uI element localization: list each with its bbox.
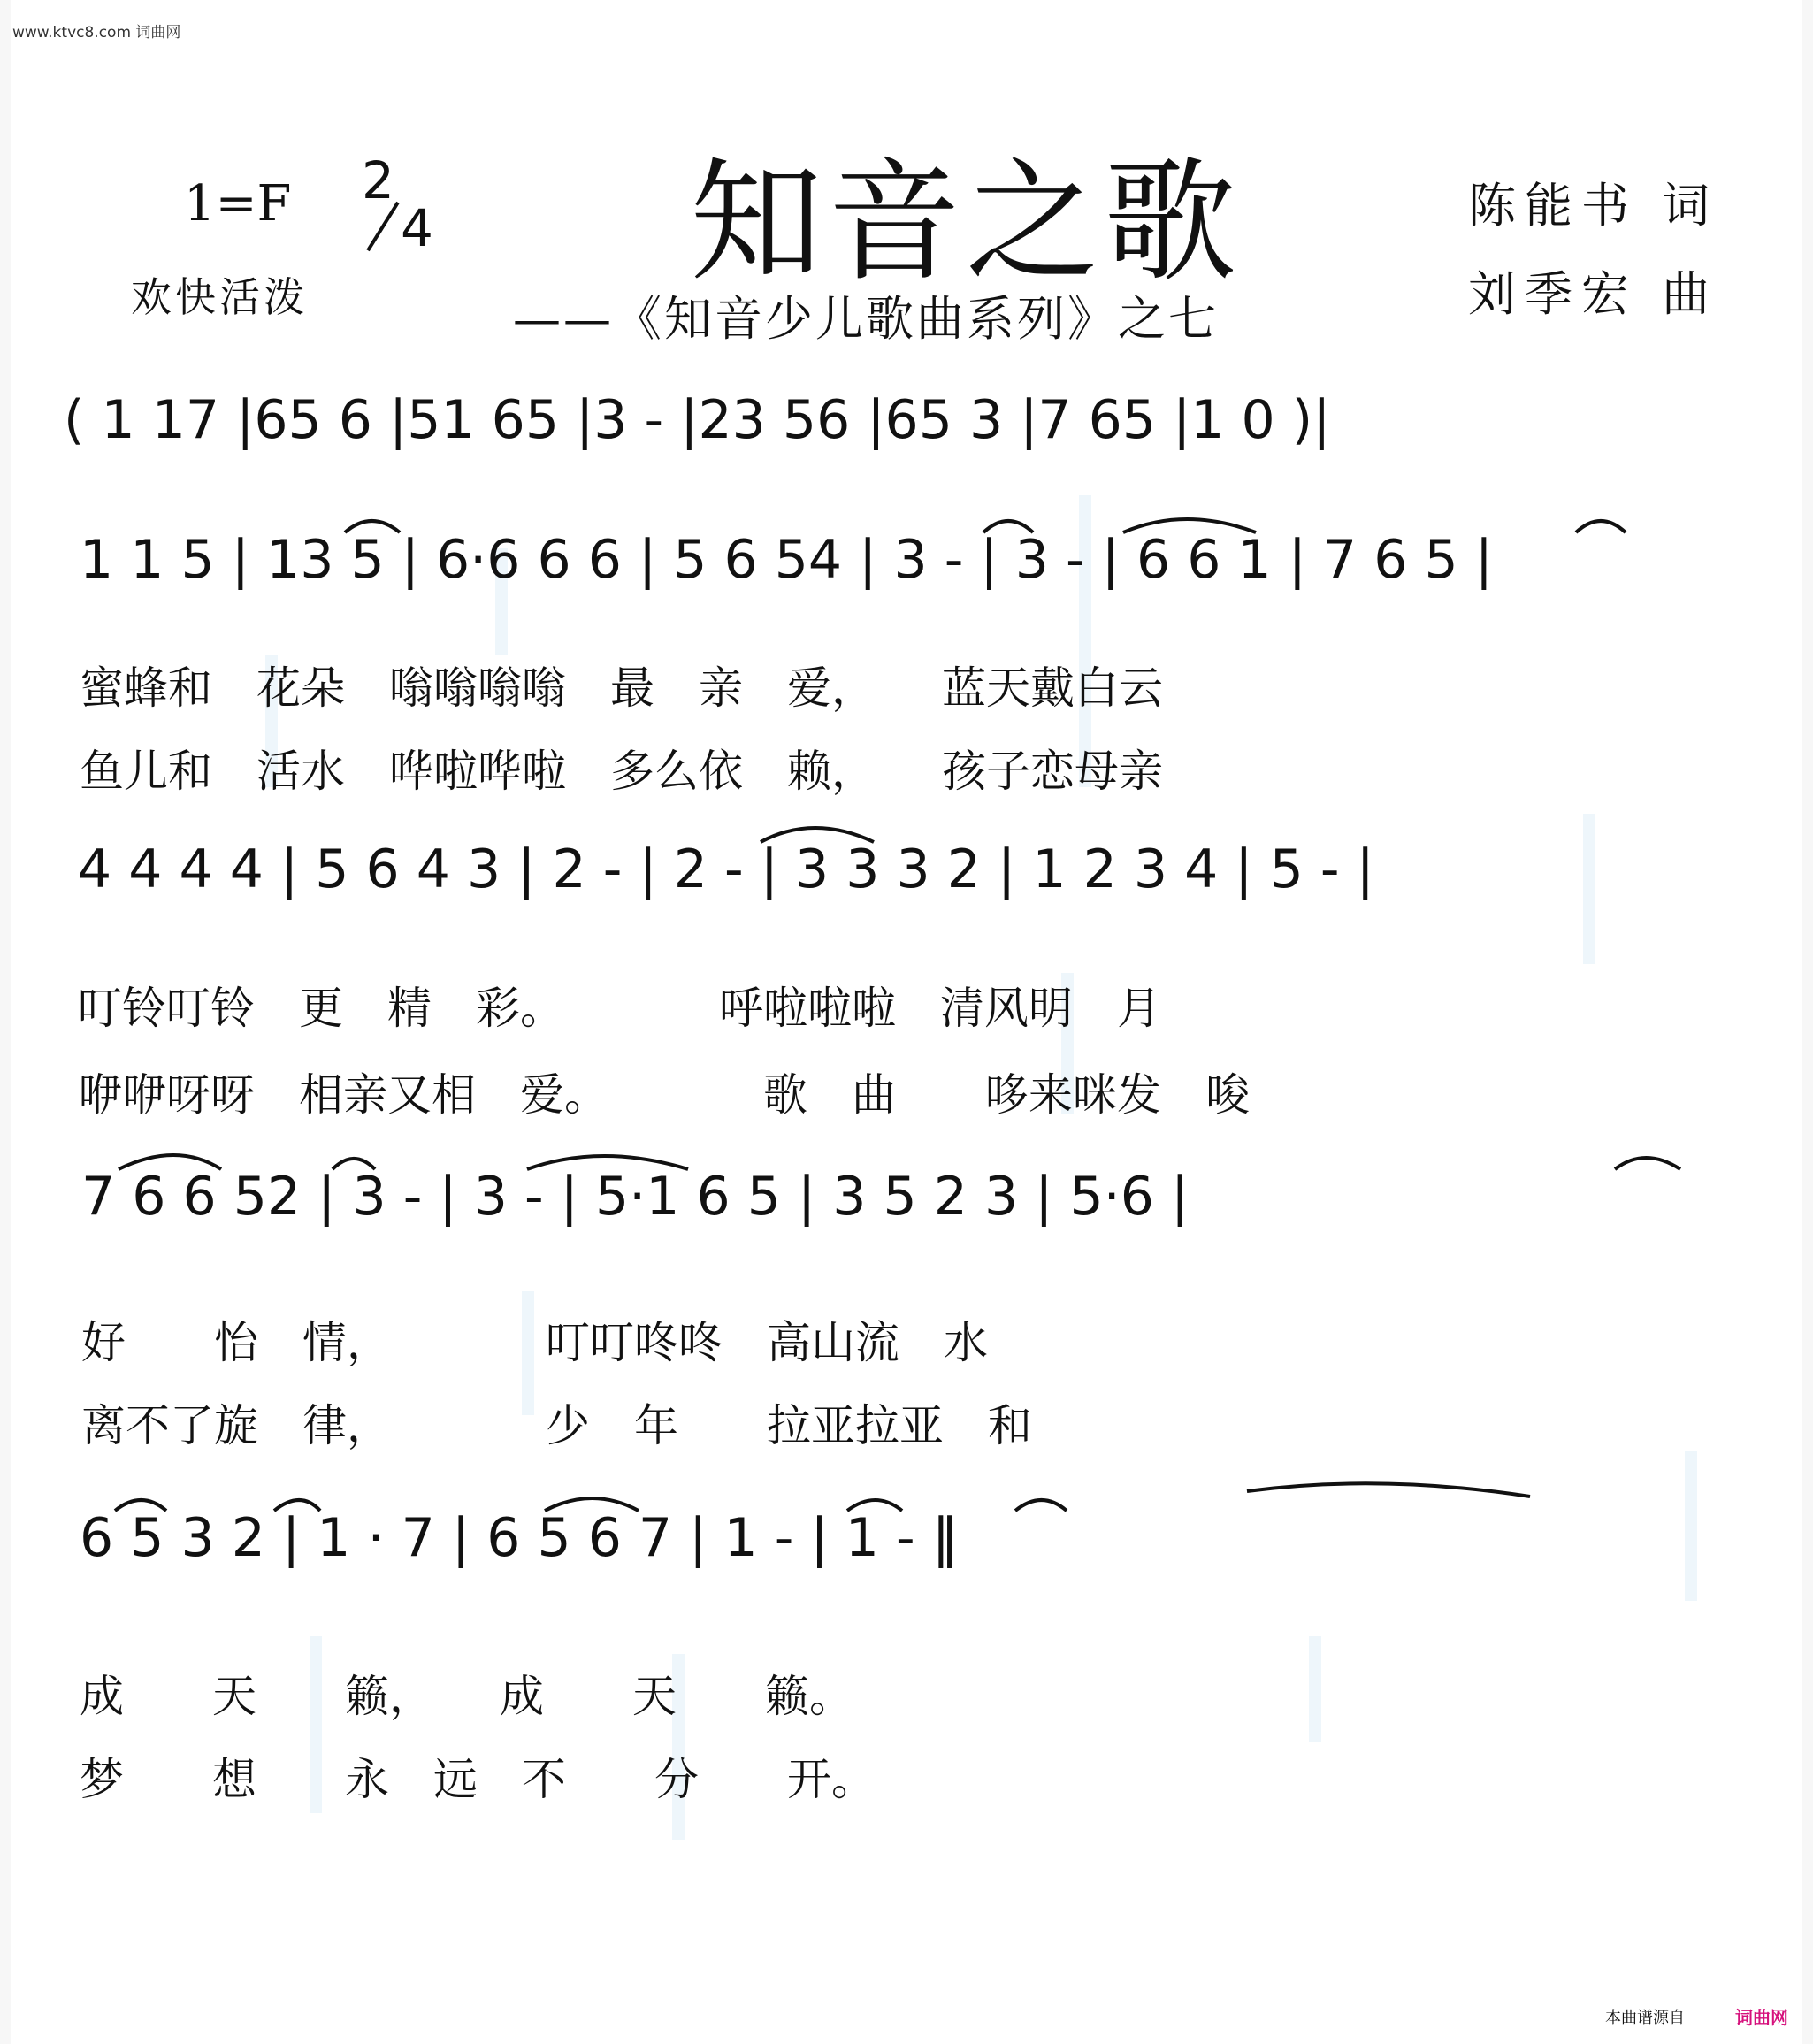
notation-line-5: 6 5 3 2 | 1 · 7 | 6 5 6 7 | 1 - | 1 - ‖ xyxy=(80,1507,959,1569)
footer-site-logo[interactable]: 词曲网 xyxy=(1735,2007,1788,2028)
notation-line-1: ( 1 17 |65 6 |51 65 |3 - |23 56 |65 3 |7 65 |1 0 )| xyxy=(64,389,1331,451)
lyric-line-3b: 咿咿呀呀 相亲又相 爱。 歌 曲 哆来咪发 唆 xyxy=(78,1069,1250,1121)
time-numerator: 2 xyxy=(362,150,394,211)
lyric-line-5b: 梦 想 永 远 不 分 开。 xyxy=(80,1754,876,1805)
lyric-line-4a: 好 怡 情， 叮叮咚咚 高山流 水 xyxy=(81,1317,988,1368)
notation-line-4: 7 6 6 52 | 3 - | 3 - | 5·1 6 5 | 3 5 2 3 | 5·6 | xyxy=(81,1166,1190,1228)
time-denominator: 4 xyxy=(401,198,433,258)
tempo-marking: 欢快活泼 xyxy=(131,273,308,321)
notation-line-3: 4 4 4 4 | 5 6 4 3 | 2 - | 2 - | 3 3 3 2 | 1 2 3 4 | 5 - | xyxy=(78,838,1374,900)
notation-line-2: 1 1 5 | 13 5 | 6·6 6 6 | 5 6 54 | 3 - | 3 - | 6 6 1 | 7 6 5 | xyxy=(80,529,1493,591)
footer-source-label: 本曲谱源自 xyxy=(1605,2009,1685,2027)
lyric-line-2b: 鱼儿和 活水 哗啦哗啦 多么依 赖， 孩子恋母亲 xyxy=(80,746,1163,797)
lyric-line-5a: 成 天 籁， 成 天 籁。 xyxy=(80,1671,853,1722)
lyricist-credit: 陈能书 词 xyxy=(1468,178,1719,233)
site-url[interactable]: www.ktvc8.com 词曲网 xyxy=(12,24,181,42)
lyric-line-2a: 蜜蜂和 花朵 嗡嗡嗡嗡 最 亲 爱， 蓝天戴白云 xyxy=(80,662,1163,714)
song-subtitle: ——《知音少儿歌曲系列》之七 xyxy=(513,291,1219,347)
key-signature: 1=F xyxy=(184,175,292,233)
song-title: 知音之歌 xyxy=(690,146,1243,300)
lyric-line-3a: 叮铃叮铃 更 精 彩。 呼啦啦啦 清风明 月 xyxy=(78,983,1161,1034)
lyric-line-4b: 离不了旋 律， 少 年 拉亚拉亚 和 xyxy=(81,1400,1032,1451)
composer-credit: 刘季宏 曲 xyxy=(1468,266,1719,322)
